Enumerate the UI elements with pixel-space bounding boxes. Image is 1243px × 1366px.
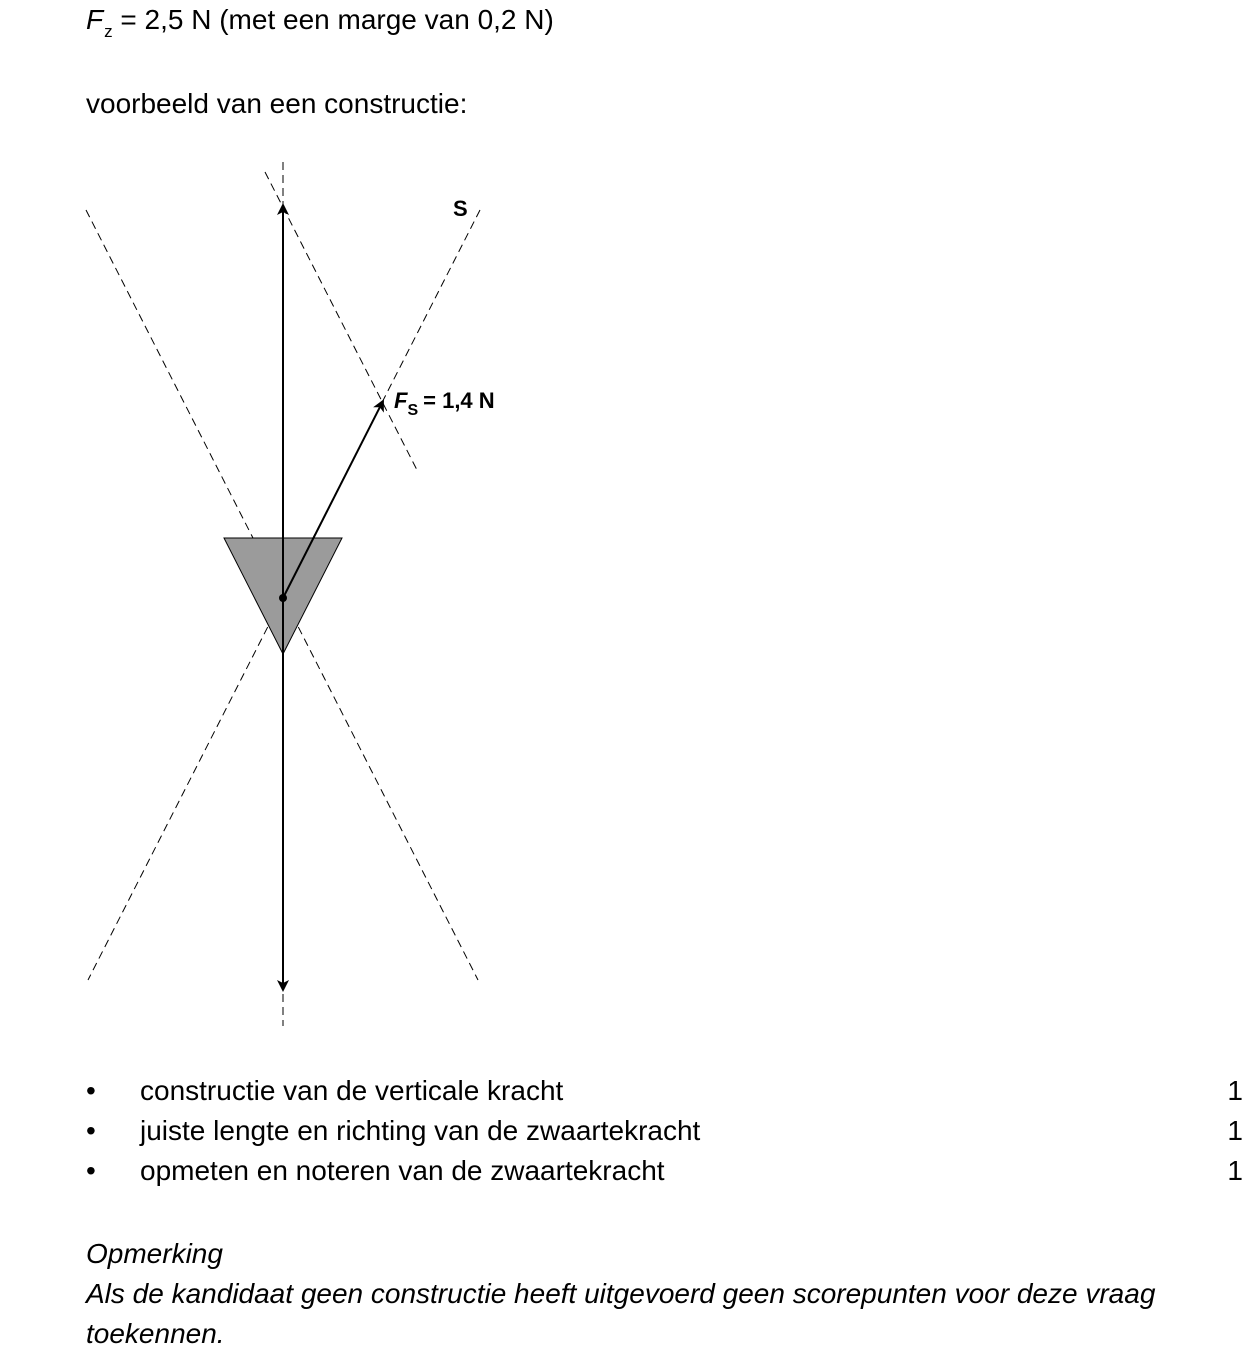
force-subscript: z xyxy=(104,22,113,41)
bullet-icon: • xyxy=(86,1075,96,1106)
criterion-points: 1 xyxy=(1227,1155,1243,1186)
remark-title: Opmerking xyxy=(86,1238,223,1269)
force-symbol: F xyxy=(86,4,104,35)
criterion-text: constructie van de verticale kracht xyxy=(140,1075,564,1106)
criterion-item xyxy=(86,1071,1243,1111)
criterion-text: opmeten en noteren van de zwaartekracht xyxy=(140,1155,665,1186)
answer-value: = 2,5 N (met een marge van 0,2 N) xyxy=(120,4,554,35)
scoring-criteria xyxy=(86,1071,1243,1191)
force-label-subscript: S xyxy=(407,402,419,419)
line-label-s: S xyxy=(453,196,468,221)
criterion-text: juiste lengte en richting van de zwaartekracht xyxy=(140,1115,701,1146)
force-arrow-fs xyxy=(283,401,383,598)
point-of-application xyxy=(279,594,287,602)
force-label-fs xyxy=(394,388,495,419)
intro-text: voorbeeld van een constructie: xyxy=(86,88,468,119)
criterion-item xyxy=(86,1111,1243,1151)
force-label-value: = 1,4 N xyxy=(423,388,495,413)
criterion-points: 1 xyxy=(1227,1075,1243,1106)
bullet-icon: • xyxy=(86,1115,96,1146)
force-label-symbol: F xyxy=(394,388,408,413)
dashed-line-parallel xyxy=(265,172,418,472)
criterion-points: 1 xyxy=(1227,1115,1243,1146)
remark-text: Als de kandidaat geen constructie heeft uitgevoerd geen scorepunten voor deze vraag toekennen. xyxy=(86,1278,1156,1349)
criterion-item xyxy=(86,1151,1243,1191)
bullet-icon: • xyxy=(86,1155,96,1186)
